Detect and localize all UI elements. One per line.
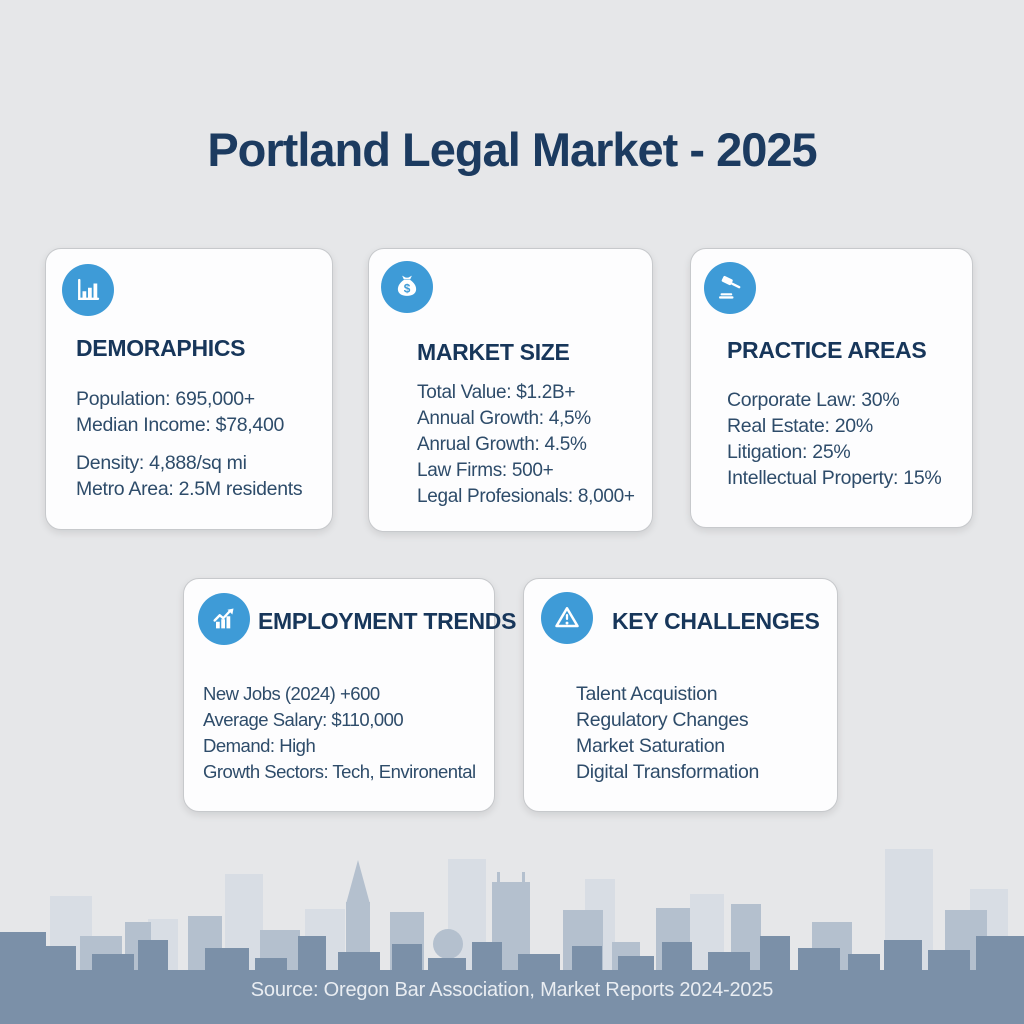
card-line: Market Saturation — [576, 735, 725, 757]
card-key-challenges-stats — [576, 681, 759, 785]
card-demographics-title: DEMORAPHICS — [76, 335, 246, 361]
card-practice-areas-stats — [727, 387, 941, 491]
card-demographics-stats — [76, 386, 302, 502]
card-line: Regulatory Changes — [576, 709, 749, 731]
card-market-size-stats — [417, 380, 635, 510]
card-key-challenges-title: KEY CHALLENGES — [612, 608, 820, 634]
bar-chart-icon — [62, 264, 114, 316]
card-key-challenges — [523, 578, 838, 812]
card-line: Total Value: $1.2B+ — [417, 382, 576, 403]
card-line: Demand: High — [203, 735, 316, 756]
gavel-icon — [704, 262, 756, 314]
source-attribution: Source: Oregon Bar Association, Market Reports 2024-2025 — [250, 979, 774, 1001]
card-line: Intellectual Property: 15% — [727, 467, 942, 489]
card-line: Anrual Growth: 4.5% — [417, 434, 587, 455]
money-bag-icon — [381, 261, 433, 313]
page-title: Portland Legal Market - 2025 — [207, 123, 817, 176]
card-line: New Jobs (2024) +600 — [203, 683, 380, 704]
card-line: Annual Growth: 4,5% — [417, 408, 591, 429]
card-employment-trends — [183, 578, 517, 812]
card-market-size — [368, 248, 653, 532]
card-employment-trends-title: EMPLOYMENT TRENDS — [258, 608, 517, 634]
card-line: Talent Acquistion — [576, 683, 718, 705]
card-line: Corporate Law: 30% — [727, 389, 900, 411]
card-line — [76, 438, 302, 450]
card-line: Growth Sectors: Tech, Environental — [203, 761, 476, 782]
card-line: Litigation: 25% — [727, 441, 851, 463]
card-line: Density: 4,888/sq mi — [76, 452, 247, 474]
card-line: Population: 695,000+ — [76, 388, 255, 410]
card-employment-trends-stats — [203, 681, 476, 785]
card-line: Metro Area: 2.5M residents — [76, 478, 303, 500]
card-line: Real Estate: 20% — [727, 415, 873, 437]
card-line: Digital Transformation — [576, 761, 760, 783]
card-line: Median Income: $78,400 — [76, 414, 285, 436]
card-practice-areas-title: PRACTICE AREAS — [727, 337, 927, 363]
card-market-size-title: MARKET SIZE — [417, 339, 570, 365]
card-demographics — [45, 248, 333, 530]
trend-up-icon — [198, 593, 250, 645]
card-line: Average Salary: $110,000 — [203, 709, 404, 730]
card-line: Law Firms: 500+ — [417, 460, 554, 481]
warning-icon — [541, 592, 593, 644]
svg-text:$: $ — [403, 281, 411, 296]
card-line: Legal Profesionals: 8,000+ — [417, 486, 635, 507]
card-practice-areas — [690, 248, 973, 528]
